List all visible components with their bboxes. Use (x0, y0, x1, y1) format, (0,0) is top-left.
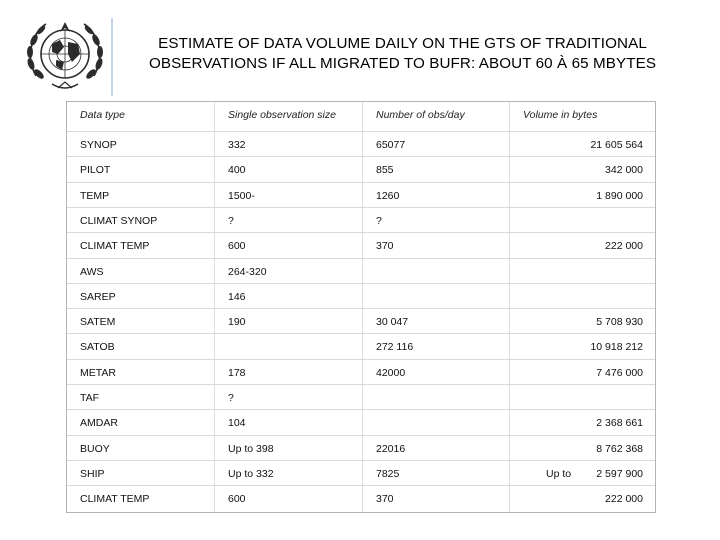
cell-volume-bytes: 8 762 368 (596, 442, 643, 455)
cell-observation-size: 600 (228, 493, 246, 506)
cell-volume-bytes: 10 918 212 (590, 341, 643, 354)
cell-obs-per-day: 7825 (376, 467, 400, 480)
header-volume-bytes: Volume in bytes (523, 109, 598, 121)
cell-data-type: CLIMAT TEMP (80, 240, 150, 253)
row-divider (67, 232, 655, 233)
cell-observation-size: Up to 332 (228, 467, 274, 480)
cell-obs-per-day: 65077 (376, 139, 406, 151)
header-divider (111, 18, 113, 96)
row-divider (67, 333, 655, 334)
cell-data-type: SATEM (80, 316, 116, 329)
row-divider (67, 359, 655, 360)
column-divider (509, 102, 510, 512)
cell-obs-per-day: 370 (376, 240, 394, 253)
cell-data-type: SAREP (80, 290, 116, 303)
row-divider (67, 283, 655, 284)
header-observation-size: Single observation size (228, 109, 336, 121)
cell-obs-per-day: 272 116 (376, 341, 414, 354)
cell-observation-size: 146 (228, 290, 246, 303)
page-title: ESTIMATE OF DATA VOLUME DAILY ON THE GTS OF TRADITIONAL OBSERVATIONS IF ALL MIGRATED TO BUFR: ABOUT 60 À 65 MBYTES (148, 35, 657, 72)
cell-observation-size: Up to 398 (228, 442, 274, 455)
data-volume-table (66, 101, 656, 513)
cell-obs-per-day: 1260 (376, 189, 400, 202)
row-divider (67, 308, 655, 309)
cell-observation-size: 400 (228, 164, 246, 177)
cell-obs-per-day: 370 (376, 493, 394, 506)
cell-obs-per-day: 22016 (376, 442, 406, 455)
cell-volume-prefix: Up to (546, 467, 572, 480)
cell-volume-bytes: 2 368 661 (596, 417, 643, 430)
row-divider (67, 409, 655, 410)
cell-obs-per-day: 855 (376, 164, 394, 177)
cell-data-type: BUOY (80, 442, 110, 455)
cell-observation-size: 104 (228, 417, 246, 430)
cell-data-type: TEMP (80, 189, 110, 202)
cell-data-type: TAF (80, 392, 100, 404)
cell-volume-bytes: 2 597 900 (596, 467, 643, 480)
cell-observation-size: 264-320 (228, 265, 267, 278)
cell-volume-bytes: 7 476 000 (596, 366, 643, 379)
cell-observation-size: 1500- (228, 189, 255, 202)
row-divider (67, 435, 655, 436)
cell-data-type: SHIP (80, 467, 105, 480)
row-divider (67, 460, 655, 461)
row-divider (67, 156, 655, 157)
header-data-type: Data type (80, 109, 125, 121)
column-divider (214, 102, 215, 512)
header-obs-per-day: Number of obs/day (376, 109, 465, 121)
cell-observation-size: 600 (228, 240, 246, 253)
cell-data-type: AWS (80, 265, 104, 278)
cell-data-type: CLIMAT TEMP (80, 493, 150, 506)
row-divider (67, 131, 655, 132)
row-divider (67, 182, 655, 183)
cell-data-type: AMDAR (80, 417, 118, 430)
cell-volume-bytes: 1 890 000 (596, 189, 643, 202)
cell-observation-size: 332 (228, 139, 246, 151)
cell-data-type: PILOT (80, 164, 111, 177)
cell-observation-size: ? (228, 214, 234, 227)
cell-volume-bytes: 342 000 (605, 164, 643, 177)
row-divider (67, 258, 655, 259)
cell-observation-size: 190 (228, 316, 246, 329)
cell-volume-bytes: 5 708 930 (596, 316, 643, 329)
cell-obs-per-day: 30 047 (376, 316, 409, 329)
cell-volume-bytes: 21 605 564 (590, 139, 643, 151)
cell-data-type: SATOB (80, 341, 115, 354)
cell-observation-size: 178 (228, 366, 246, 379)
cell-data-type: METAR (80, 366, 116, 379)
row-divider (67, 384, 655, 385)
cell-volume-bytes: 222 000 (605, 240, 643, 253)
row-divider (67, 485, 655, 486)
cell-volume-bytes: 222 000 (605, 493, 643, 506)
cell-observation-size: ? (228, 392, 234, 404)
cell-data-type: SYNOP (80, 139, 117, 151)
wmo-emblem-icon (22, 14, 108, 96)
cell-data-type: CLIMAT SYNOP (80, 214, 158, 227)
cell-obs-per-day: ? (376, 214, 382, 227)
row-divider (67, 207, 655, 208)
column-divider (362, 102, 363, 512)
cell-obs-per-day: 42000 (376, 366, 406, 379)
